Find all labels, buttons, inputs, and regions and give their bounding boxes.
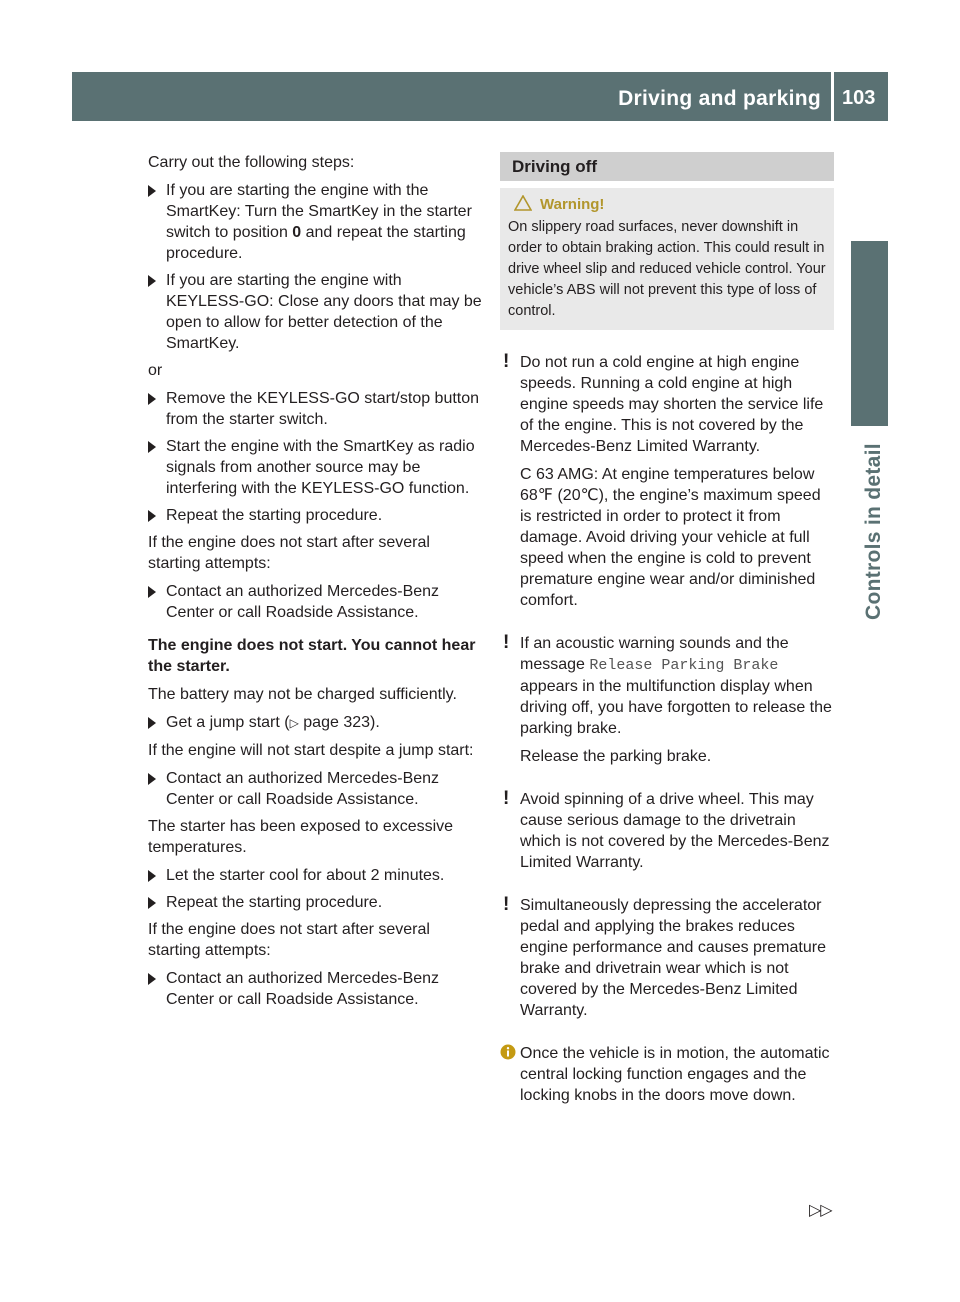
step-keyless-go (148, 270, 483, 354)
left-column (148, 152, 483, 1016)
info-central-locking (500, 1043, 834, 1106)
note-text: Do not run a cold engine at high engine speeds. Running a cold engine at high engine speeds may shorten the service life of the engine. This is not covered by the Mercedes-Benz Limited Warranty. (520, 354, 824, 455)
step-text: Contact an authorized Mercedes-Benz Center or call Roadside Assistance. (166, 970, 440, 1008)
caution-icon: ! (503, 351, 510, 372)
section-heading: Driving off (500, 152, 834, 181)
step-arrow-icon (148, 870, 156, 882)
info-icon (500, 1044, 516, 1060)
display-message: Release Parking Brake (589, 657, 779, 674)
step-repeat (148, 892, 483, 913)
warning-text: On slippery road surfaces, never downshift in order to obtain braking action. This could result in drive wheel slip and reduced vehicle control. Your vehicle’s ABS will not prevent this type of loss of control. (508, 219, 826, 319)
note-text-start: If an acoustic warning sounds and the message (520, 635, 789, 673)
step-contact-center (148, 768, 483, 810)
step-text: Repeat the starting procedure. (166, 894, 383, 911)
note-parking-brake (500, 633, 834, 767)
subheading: The engine does not start. You cannot hear the starter. (148, 637, 476, 675)
caution-icon: ! (503, 632, 510, 653)
step-contact-center (148, 581, 483, 623)
step-text-end: and repeat the starting procedure. (166, 224, 466, 262)
chapter-title: Driving and parking (618, 87, 821, 110)
step-text: Contact an authorized Mercedes-Benz Center or call Roadside Assistance. (166, 770, 440, 808)
step-text: Start the engine with the SmartKey as radio signals from another source may be interfering with the KEYLESS-GO function. (166, 438, 475, 497)
page-ref-icon: ▷ (289, 716, 299, 730)
note-text: Simultaneously depressing the accelerator pedal and applying the brakes reduces engine performance and causes premature brake and drivetrain wear which is not covered by the Mercedes-Benz Limited Warranty. (520, 897, 826, 1019)
step-jump-start (148, 712, 483, 734)
page-ref-link[interactable]: page 323). (298, 714, 380, 731)
side-tab-label-wrap (863, 320, 883, 620)
step-arrow-icon (148, 275, 156, 287)
step-arrow-icon (148, 717, 156, 729)
info-text: Once the vehicle is in motion, the automatic central locking function engages and the locking knobs in the doors move down. (520, 1045, 830, 1104)
page-number: 103 (842, 87, 876, 109)
step-arrow-icon (148, 973, 156, 985)
step-text: Repeat the starting procedure. (166, 507, 383, 524)
step-arrow-icon (148, 185, 156, 197)
warning-triangle-icon (514, 195, 532, 211)
step-arrow-icon (148, 393, 156, 405)
step-text: Get a jump start ( (166, 714, 290, 731)
paragraph: If the engine will not start despite a jump start: (148, 742, 474, 759)
step-text: If you are starting the engine with KEYLESS-GO: Close any doors that may be open to allow for better detection of the SmartKey. (166, 272, 482, 352)
step-text: If you are starting the engine with the SmartKey: Turn the SmartKey in the starter switch to position (166, 182, 472, 241)
right-column (500, 152, 834, 1128)
note-text: Avoid spinning of a drive wheel. This may cause serious damage to the drivetrain which is not covered by the Mercedes-Benz Limited Warranty. (520, 791, 830, 871)
page-header (72, 72, 888, 121)
note-cold-engine (500, 352, 834, 611)
step-start-with-smartkey (148, 436, 483, 499)
note-text-2: C 63 AMG: At engine temperatures below 68℉ (20℃), the engine’s maximum speed is restricted in order to protect it from damage. Avoid driving your vehicle at full speed when the engine is cold to prevent premature engine wear and/or diminished comfort. (520, 466, 821, 609)
step-text: Let the starter cool for about 2 minutes. (166, 867, 445, 884)
warning-title-text: Warning! (540, 196, 605, 213)
step-arrow-icon (148, 897, 156, 909)
paragraph: If the engine does not start after several starting attempts: (148, 921, 430, 959)
paragraph: The battery may not be charged sufficiently. (148, 686, 457, 703)
step-arrow-icon (148, 586, 156, 598)
step-repeat (148, 505, 483, 526)
side-tab (851, 121, 888, 1221)
note-text-2: Release the parking brake. (520, 748, 712, 765)
note-pedals (500, 895, 834, 1021)
paragraph: The starter has been exposed to excessive temperatures. (148, 818, 454, 856)
step-smartkey (148, 180, 483, 264)
step-text: Contact an authorized Mercedes-Benz Center or call Roadside Assistance. (166, 583, 440, 621)
step-bold-position: 0 (292, 224, 302, 241)
step-text: Remove the KEYLESS-GO start/stop button from the starter switch. (166, 390, 480, 428)
warning-title (508, 194, 826, 215)
note-text-end: appears in the multifunction display when driving off, you have forgotten to release the parking brake. (520, 678, 832, 737)
or-text: or (148, 362, 163, 379)
note-text (520, 633, 834, 739)
step-arrow-icon (148, 441, 156, 453)
step-remove-button (148, 388, 483, 430)
warning-box (500, 188, 834, 330)
header-divider (831, 72, 834, 121)
step-contact-center (148, 968, 483, 1010)
step-cool-starter (148, 865, 483, 886)
note-wheel-spin (500, 789, 834, 873)
caution-icon: ! (503, 788, 510, 809)
continue-icon: ▷▷ (809, 1202, 832, 1219)
step-arrow-icon (148, 773, 156, 785)
intro-text: Carry out the following steps: (148, 154, 355, 171)
paragraph: If the engine does not start after several starting attempts: (148, 534, 430, 572)
side-tab-label: Controls in detail (862, 443, 885, 620)
step-arrow-icon (148, 510, 156, 522)
caution-icon: ! (503, 894, 510, 915)
